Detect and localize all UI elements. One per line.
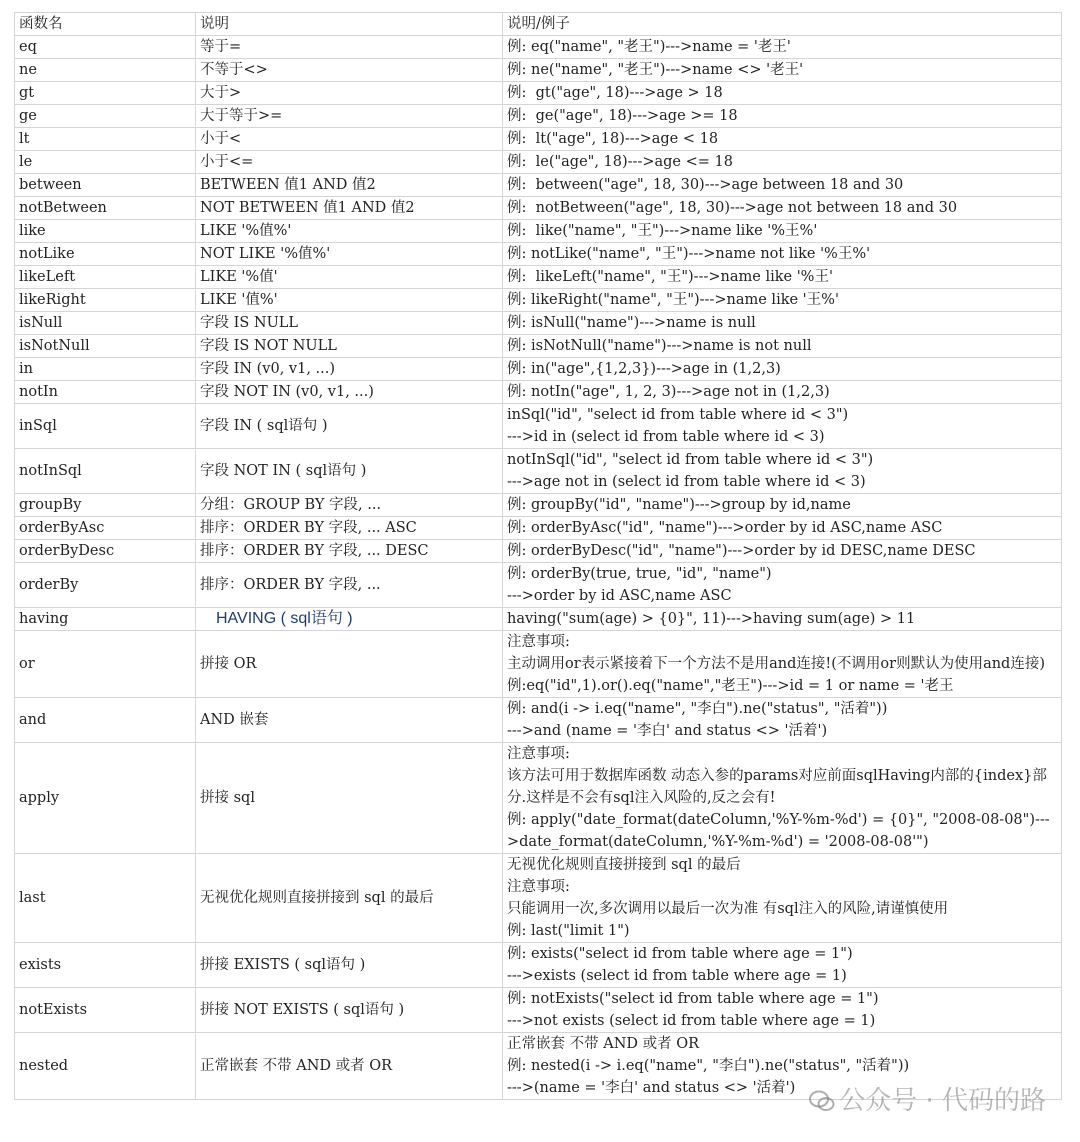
example-line: 例: groupBy("id", "name")--->group by id,name: [507, 497, 851, 513]
example-cell: [503, 151, 1062, 174]
table-row: [15, 540, 1062, 563]
example-cell: [503, 743, 1062, 854]
function-name-cell: notInSql: [15, 449, 196, 494]
example-line: 该方法可用于数据库函数 动态入参的params对应前面sqlHaving内部的{index}部分.这样是不会有sql注入风险的,反之会有!: [507, 768, 1047, 806]
description-cell: 字段 NOT IN ( sql语句 ): [196, 449, 503, 494]
example-cell: [503, 698, 1062, 743]
description-cell: LIKE '值%': [196, 289, 503, 312]
function-name-cell: notIn: [15, 381, 196, 404]
example-line: 注意事项:: [507, 746, 570, 762]
function-name-cell: last: [15, 854, 196, 943]
table-row: [15, 943, 1062, 988]
example-cell: [503, 404, 1062, 449]
description-cell: 字段 IN ( sql语句 ): [196, 404, 503, 449]
description-cell: 大于>: [196, 82, 503, 105]
description-cell: 等于=: [196, 36, 503, 59]
description-cell: 排序：ORDER BY 字段, ... DESC: [196, 540, 503, 563]
function-name-cell: apply: [15, 743, 196, 854]
example-line: 例: notBetween("age", 18, 30)--->age not between 18 and 30: [507, 200, 958, 216]
description-cell: NOT LIKE '%值%': [196, 243, 503, 266]
table-row: [15, 266, 1062, 289]
example-cell: [503, 1033, 1062, 1100]
example-line: 例: in("age",{1,2,3})--->age in (1,2,3): [507, 361, 781, 377]
header-description: 说明: [196, 13, 503, 36]
example-cell: [503, 494, 1062, 517]
example-line: --->and (name = '李白' and status <> '活着'): [507, 723, 828, 739]
example-line: 正常嵌套 不带 AND 或者 OR: [507, 1036, 700, 1052]
description-cell: 大于等于>=: [196, 105, 503, 128]
example-line: --->order by id ASC,name ASC: [507, 588, 732, 604]
table-row: [15, 988, 1062, 1033]
example-line: --->not exists (select id from table where age = 1): [507, 1013, 876, 1029]
example-line: 例: notExists("select id from table where age = 1"): [507, 991, 879, 1007]
example-cell: [503, 128, 1062, 151]
example-line: 例: isNull("name")--->name is null: [507, 315, 756, 331]
example-line: --->id in (select id from table where id < 3): [507, 429, 825, 445]
function-name-cell: lt: [15, 128, 196, 151]
function-name-cell: gt: [15, 82, 196, 105]
example-cell: [503, 82, 1062, 105]
example-line: having("sum(age) > {0}", 11)--->having sum(age) > 11: [507, 611, 916, 627]
example-line: 例: orderBy(true, true, "id", "name"): [507, 566, 772, 582]
example-line: --->exists (select id from table where age = 1): [507, 968, 847, 984]
description-cell: 排序：ORDER BY 字段, ...: [196, 563, 503, 608]
table-row: [15, 743, 1062, 854]
table-row: [15, 82, 1062, 105]
table-row: [15, 358, 1062, 381]
example-line: 例: notLike("name", "王")--->name not like '%王%': [507, 246, 871, 262]
table-row: [15, 59, 1062, 82]
example-line: 例: gt("age", 18)--->age > 18: [507, 85, 723, 101]
example-line: 例: isNotNull("name")--->name is not null: [507, 338, 812, 354]
description-cell: 拼接 sql: [196, 743, 503, 854]
function-name-cell: notBetween: [15, 197, 196, 220]
example-line: 例: eq("name", "老王")--->name = '老王': [507, 39, 791, 55]
description-cell: 拼接 OR: [196, 631, 503, 698]
table-row: [15, 220, 1062, 243]
example-cell: [503, 197, 1062, 220]
example-line: 例: lt("age", 18)--->age < 18: [507, 131, 719, 147]
function-name-cell: notLike: [15, 243, 196, 266]
example-line: 例: orderByAsc("id", "name")--->order by id ASC,name ASC: [507, 520, 943, 536]
function-name-cell: ge: [15, 105, 196, 128]
example-line: 主动调用or表示紧接着下一个方法不是用and连接!(不调用or则默认为使用and连接): [507, 656, 1045, 672]
description-cell: NOT BETWEEN 值1 AND 值2: [196, 197, 503, 220]
example-line: --->(name = '李白' and status <> '活着'): [507, 1080, 796, 1096]
table-row: [15, 151, 1062, 174]
table-row: [15, 517, 1062, 540]
description-cell: 排序：ORDER BY 字段, ... ASC: [196, 517, 503, 540]
example-line: 例: orderByDesc("id", "name")--->order by id DESC,name DESC: [507, 543, 976, 559]
example-line: 例: likeLeft("name", "王")--->name like '%王': [507, 269, 833, 285]
example-line: 例: last("limit 1"): [507, 923, 630, 939]
table-header-row: [15, 13, 1062, 36]
example-cell: [503, 289, 1062, 312]
function-name-cell: eq: [15, 36, 196, 59]
example-cell: [503, 220, 1062, 243]
function-name-cell: likeRight: [15, 289, 196, 312]
description-cell: 无视优化规则直接拼接到 sql 的最后: [196, 854, 503, 943]
description-cell: LIKE '%值%': [196, 220, 503, 243]
example-cell: [503, 36, 1062, 59]
function-name-cell: or: [15, 631, 196, 698]
example-line: 例:eq("id",1).or().eq("name","老王")--->id = 1 or name = '老王: [507, 678, 954, 694]
example-cell: [503, 358, 1062, 381]
table-row: [15, 404, 1062, 449]
function-name-cell: isNotNull: [15, 335, 196, 358]
example-line: 例: and(i -> i.eq("name", "李白").ne("status", "活着")): [507, 701, 888, 717]
example-cell: [503, 105, 1062, 128]
description-cell: 字段 NOT IN (v0, v1, ...): [196, 381, 503, 404]
function-name-cell: orderByDesc: [15, 540, 196, 563]
example-line: 例: le("age", 18)--->age <= 18: [507, 154, 733, 170]
example-line: 例: exists("select id from table where age = 1"): [507, 946, 853, 962]
example-cell: [503, 312, 1062, 335]
example-line: 例: nested(i -> i.eq("name", "李白").ne("status", "活着")): [507, 1058, 910, 1074]
example-line: --->age not in (select id from table where id < 3): [507, 474, 866, 490]
function-name-cell: ne: [15, 59, 196, 82]
example-line: inSql("id", "select id from table where id < 3"): [507, 407, 849, 423]
function-name-cell: isNull: [15, 312, 196, 335]
description-cell: LIKE '%值': [196, 266, 503, 289]
function-name-cell: inSql: [15, 404, 196, 449]
example-line: 例: likeRight("name", "王")--->name like '王%': [507, 292, 839, 308]
function-name-cell: between: [15, 174, 196, 197]
table-row: [15, 128, 1062, 151]
description-cell: 字段 IS NOT NULL: [196, 335, 503, 358]
example-line: 只能调用一次,多次调用以最后一次为准 有sql注入的风险,请谨慎使用: [507, 901, 949, 917]
example-line: 例: ne("name", "老王")--->name <> '老王': [507, 62, 804, 78]
example-line: 例: notIn("age", 1, 2, 3)--->age not in (1,2,3): [507, 384, 830, 400]
example-cell: [503, 266, 1062, 289]
description-cell: 小于<=: [196, 151, 503, 174]
function-name-cell: orderBy: [15, 563, 196, 608]
watermark-text: 公众号 · 代码的路: [839, 1086, 1046, 1116]
function-name-cell: like: [15, 220, 196, 243]
description-cell: 不等于<>: [196, 59, 503, 82]
description-cell: HAVING ( sql语句 ): [196, 608, 503, 631]
description-cell: BETWEEN 值1 AND 值2: [196, 174, 503, 197]
function-name-cell: groupBy: [15, 494, 196, 517]
function-reference-table: [14, 12, 1062, 1100]
example-cell: [503, 943, 1062, 988]
example-cell: [503, 540, 1062, 563]
table-row: [15, 36, 1062, 59]
table-row: [15, 243, 1062, 266]
function-name-cell: le: [15, 151, 196, 174]
table-row: [15, 854, 1062, 943]
example-cell: [503, 174, 1062, 197]
example-cell: [503, 854, 1062, 943]
function-name-cell: likeLeft: [15, 266, 196, 289]
table-row: [15, 381, 1062, 404]
function-name-cell: in: [15, 358, 196, 381]
function-name-cell: notExists: [15, 988, 196, 1033]
table-row: [15, 1033, 1062, 1100]
example-cell: [503, 608, 1062, 631]
description-cell: 小于<: [196, 128, 503, 151]
table-row: [15, 631, 1062, 698]
table-row: [15, 197, 1062, 220]
function-name-cell: orderByAsc: [15, 517, 196, 540]
table-row: [15, 105, 1062, 128]
example-cell: [503, 563, 1062, 608]
table-row: [15, 494, 1062, 517]
example-line: 例: apply("date_format(dateColumn,'%Y-%m-%d') = {0}", "2008-08-08")--->date_format(dateColumn,'%Y-%m-%d') = '2008-08-08'"): [507, 812, 1050, 850]
function-name-cell: having: [15, 608, 196, 631]
table-row: [15, 174, 1062, 197]
example-cell: [503, 449, 1062, 494]
example-cell: [503, 631, 1062, 698]
example-line: 注意事项:: [507, 879, 570, 895]
header-example: 说明/例子: [503, 13, 1062, 36]
table-row: [15, 312, 1062, 335]
example-cell: [503, 517, 1062, 540]
description-cell: 拼接 EXISTS ( sql语句 ): [196, 943, 503, 988]
table-row: [15, 335, 1062, 358]
table-row: [15, 289, 1062, 312]
table-row: [15, 563, 1062, 608]
table-row: [15, 449, 1062, 494]
description-cell: AND 嵌套: [196, 698, 503, 743]
description-cell: 字段 IN (v0, v1, ...): [196, 358, 503, 381]
example-line: 例: between("age", 18, 30)--->age between 18 and 30: [507, 177, 904, 193]
description-cell: 分组：GROUP BY 字段, ...: [196, 494, 503, 517]
description-cell: 字段 IS NULL: [196, 312, 503, 335]
example-line: 注意事项:: [507, 634, 570, 650]
description-cell: 正常嵌套 不带 AND 或者 OR: [196, 1033, 503, 1100]
example-line: 例: ge("age", 18)--->age >= 18: [507, 108, 738, 124]
example-line: 无视优化规则直接拼接到 sql 的最后: [507, 857, 741, 873]
table-row: [15, 608, 1062, 631]
table-body: [15, 36, 1062, 1100]
example-cell: [503, 335, 1062, 358]
table-row: [15, 698, 1062, 743]
header-function-name: 函数名: [15, 13, 196, 36]
example-cell: [503, 988, 1062, 1033]
example-cell: [503, 243, 1062, 266]
function-name-cell: nested: [15, 1033, 196, 1100]
description-cell: 拼接 NOT EXISTS ( sql语句 ): [196, 988, 503, 1033]
function-name-cell: exists: [15, 943, 196, 988]
function-name-cell: and: [15, 698, 196, 743]
example-line: 例: like("name", "王")--->name like '%王%': [507, 223, 818, 239]
example-cell: [503, 381, 1062, 404]
example-cell: [503, 59, 1062, 82]
example-line: notInSql("id", "select id from table where id < 3"): [507, 452, 874, 468]
